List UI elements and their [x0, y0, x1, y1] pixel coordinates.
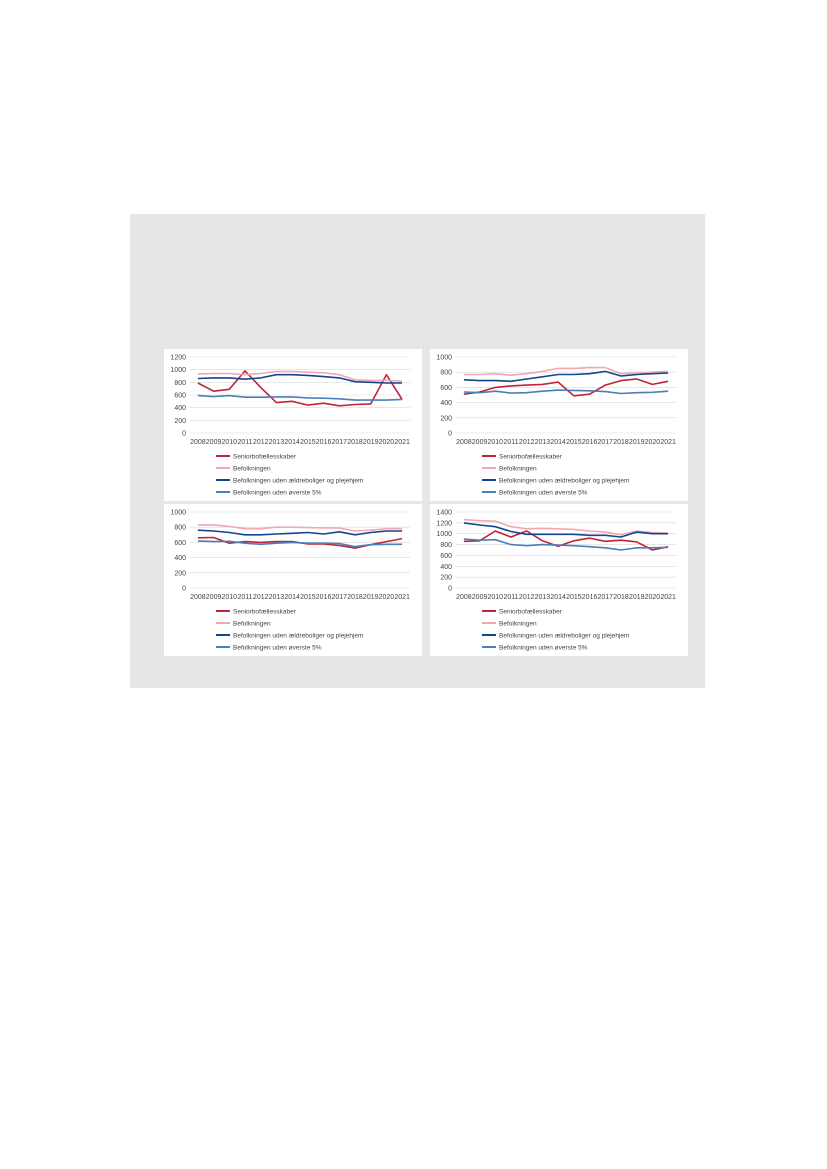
x-tick-label: 2015 [566, 594, 582, 601]
x-tick-label: 2014 [284, 594, 300, 601]
y-tick-label: 800 [440, 369, 452, 377]
x-tick-label: 2016 [315, 594, 332, 601]
y-tick-label: 1000 [436, 354, 452, 362]
legend-label: Befolkningen uden øverste 5% [233, 489, 322, 497]
legend-label: Befolkningen [499, 620, 537, 628]
x-tick-label: 2008 [456, 439, 472, 446]
x-tick-label: 2016 [315, 439, 332, 446]
legend-label: Befolkningen [233, 465, 271, 473]
y-tick-label: 0 [182, 585, 186, 593]
y-tick-label: 400 [440, 563, 452, 571]
legend-label: Befolkningen uden ældreboliger og plejehjem [233, 477, 364, 485]
x-tick-label: 2016 [581, 594, 598, 601]
x-tick-label: 2012 [518, 439, 535, 446]
legend-label: Befolkningen uden ældreboliger og plejehjem [499, 477, 630, 485]
y-tick-label: 200 [174, 417, 186, 425]
y-tick-label: 600 [174, 392, 186, 400]
x-tick-label: 2018 [347, 594, 363, 601]
x-tick-label: 2021 [660, 439, 676, 446]
chart-top-left [164, 349, 422, 501]
x-tick-label: 2018 [613, 594, 629, 601]
y-tick-label: 600 [440, 552, 452, 560]
legend-label: Befolkningen uden øverste 5% [499, 644, 588, 652]
x-tick-label: 2017 [597, 439, 614, 446]
x-tick-label: 2009 [471, 594, 488, 601]
figure-panel [130, 214, 705, 688]
x-tick-label: 2011 [237, 439, 253, 446]
chart-svg [430, 349, 688, 501]
x-tick-label: 2012 [252, 594, 269, 601]
y-tick-label: 600 [174, 539, 186, 547]
x-tick-label: 2016 [581, 439, 598, 446]
x-tick-label: 2010 [221, 439, 238, 446]
y-tick-label: 1200 [436, 520, 452, 528]
y-tick-label: 1200 [170, 354, 186, 362]
x-tick-label: 2020 [644, 594, 661, 601]
y-tick-label: 400 [174, 405, 186, 413]
legend-label: Seniorbofællesskaber [233, 608, 296, 616]
y-tick-label: 800 [174, 379, 186, 387]
x-tick-label: 2010 [221, 594, 238, 601]
x-tick-label: 2017 [331, 594, 348, 601]
x-tick-label: 2019 [628, 439, 645, 446]
x-tick-label: 2019 [362, 439, 379, 446]
chart-svg [164, 349, 422, 501]
legend-label: Befolkningen [499, 465, 537, 473]
x-tick-label: 2010 [487, 594, 504, 601]
y-tick-label: 1000 [436, 531, 452, 539]
x-tick-label: 2015 [300, 439, 316, 446]
y-tick-label: 400 [174, 555, 186, 563]
y-tick-label: 200 [174, 570, 186, 578]
series-line [198, 525, 402, 531]
x-tick-label: 2021 [660, 594, 676, 601]
x-tick-label: 2009 [205, 439, 222, 446]
x-tick-label: 2015 [300, 594, 316, 601]
y-tick-label: 0 [448, 430, 452, 438]
series-line [464, 523, 668, 537]
x-tick-label: 2014 [550, 439, 566, 446]
x-tick-label: 2018 [613, 439, 629, 446]
y-tick-label: 0 [182, 430, 186, 438]
x-tick-label: 2011 [503, 439, 519, 446]
x-tick-label: 2013 [268, 439, 285, 446]
series-line [198, 375, 402, 383]
legend-label: Befolkningen uden ældreboliger og plejehjem [499, 632, 630, 640]
x-tick-label: 2021 [394, 439, 410, 446]
chart-svg [430, 504, 688, 656]
x-tick-label: 2020 [644, 439, 661, 446]
x-tick-label: 2009 [205, 594, 222, 601]
x-tick-label: 2013 [268, 594, 285, 601]
legend-label: Seniorbofællesskaber [499, 453, 562, 461]
x-tick-label: 2011 [503, 594, 519, 601]
y-tick-label: 1400 [436, 509, 452, 517]
x-tick-label: 2008 [190, 594, 206, 601]
x-tick-label: 2011 [237, 594, 253, 601]
legend-label: Befolkningen [233, 620, 271, 628]
x-tick-label: 2013 [534, 439, 551, 446]
series-line [198, 396, 402, 401]
legend-label: Seniorbofællesskaber [233, 453, 296, 461]
chart-bottom-right [430, 504, 688, 656]
x-tick-label: 2019 [362, 594, 379, 601]
x-tick-label: 2021 [394, 594, 410, 601]
x-tick-label: 2012 [518, 594, 535, 601]
x-tick-label: 2009 [471, 439, 488, 446]
x-tick-label: 2019 [628, 594, 645, 601]
y-tick-label: 1000 [170, 367, 186, 375]
y-tick-label: 600 [440, 384, 452, 392]
y-tick-label: 800 [440, 542, 452, 550]
y-tick-label: 0 [448, 585, 452, 593]
chart-bottom-left [164, 504, 422, 656]
x-tick-label: 2018 [347, 439, 363, 446]
legend-label: Befolkningen uden øverste 5% [499, 489, 588, 497]
y-tick-label: 200 [440, 574, 452, 582]
x-tick-label: 2008 [456, 594, 472, 601]
x-tick-label: 2020 [378, 439, 395, 446]
series-line [198, 372, 402, 382]
x-tick-label: 2017 [597, 594, 614, 601]
x-tick-label: 2014 [550, 594, 566, 601]
y-tick-label: 1000 [170, 509, 186, 517]
x-tick-label: 2012 [252, 439, 269, 446]
legend-label: Seniorbofællesskaber [499, 608, 562, 616]
x-tick-label: 2010 [487, 439, 504, 446]
legend-label: Befolkningen uden øverste 5% [233, 644, 322, 652]
chart-top-right [430, 349, 688, 501]
x-tick-label: 2015 [566, 439, 582, 446]
x-tick-label: 2014 [284, 439, 300, 446]
y-tick-label: 800 [174, 524, 186, 532]
chart-svg [164, 504, 422, 656]
series-line [464, 390, 668, 393]
x-tick-label: 2008 [190, 439, 206, 446]
y-tick-label: 400 [440, 400, 452, 408]
x-tick-label: 2017 [331, 439, 348, 446]
x-tick-label: 2013 [534, 594, 551, 601]
legend-label: Befolkningen uden ældreboliger og plejehjem [233, 632, 364, 640]
y-tick-label: 200 [440, 415, 452, 423]
x-tick-label: 2020 [378, 594, 395, 601]
